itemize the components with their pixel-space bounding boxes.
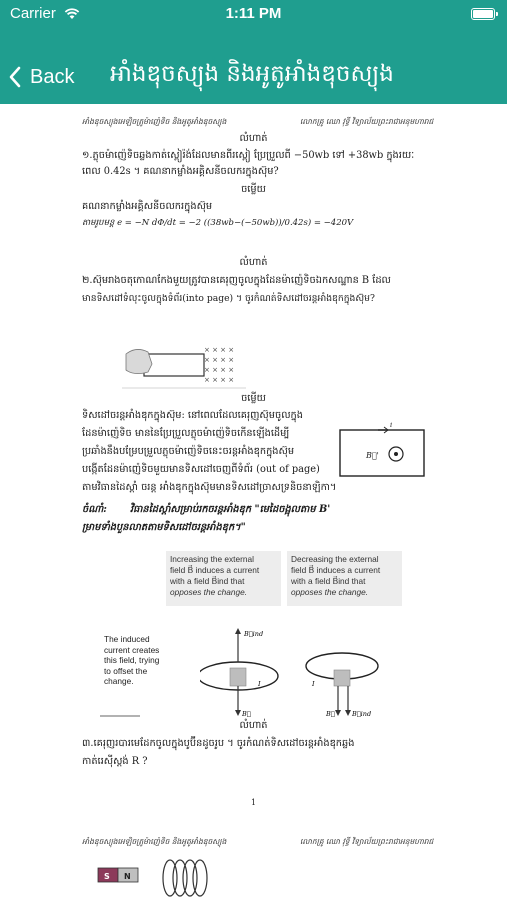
caption-divider [100, 714, 140, 718]
decreasing-line1: Decreasing the external [291, 554, 379, 564]
circuit-current-label: i [390, 422, 393, 429]
exercise-1-answer-heading: ចម្លើយ [241, 184, 266, 195]
back-button[interactable] [8, 62, 74, 92]
exercise-2-answer-line3: ប្រឆាំងនឹងបម្រែបម្រួលភ្លុចម៉ាញ៉េទិចនេះចរន្តអាំងឌុកក្នុងស៊ុម [82, 446, 295, 457]
svg-text:× × × ×: × × × × [204, 346, 235, 354]
magnet-s-label: S [104, 872, 110, 881]
document-viewer[interactable] [0, 104, 507, 900]
increasing-line1: Increasing the external [170, 554, 254, 564]
exercise-1-heading: លំហាត់ [239, 133, 268, 144]
exercise-3-question-line1: ៣.គេរុញរបារមេដែកចូលក្នុងបូប៊ីនដូចរូប ។ ចូរកំណត់ទិសដៅចរន្តអាំងឌុកឆ្លង [82, 738, 355, 749]
magnet-n-label: N [124, 872, 131, 881]
left-bind-label: B⃗ind [244, 630, 264, 638]
circuit-field-label: B⃗' [366, 451, 379, 460]
loop-out-of-page-field-figure [338, 422, 426, 478]
note-line2: ម្រាមទាំងបួនលាតតាមទិសដៅចរន្តអាំងឌុក។" [82, 522, 246, 533]
exercise-2-question-line1: ២.ស៊ុមរាងចតុកោណកែងមួយត្រូវបានគេរុញចូលក្នុងដែនម៉ាញ៉េទិចឯកសណ្ឋាន B ដែល [82, 275, 391, 286]
exercise-2-answer-line5: តាមវិធានដៃស្តាំ ចរន្ត អាំងឌុកក្នុងស៊ុមមានទិសដៅច្រាសទ្រនិចនាឡិកា។ [82, 482, 337, 493]
decreasing-line3: with a field B⃗ind that [291, 576, 366, 586]
status-bar [0, 0, 507, 28]
page-header-left: អាំងឌុចស្យុងអេឡិចត្រូម៉ាញ៉េទិច និងអូតូអាំងឌុចស្យុង [82, 117, 227, 126]
back-label: Back [30, 65, 75, 88]
induced-line4: to offset the [104, 665, 148, 676]
exercise-2-heading: លំហាត់ [239, 257, 268, 268]
right-i-label: I [312, 680, 315, 688]
exercise-3-question-line2: កាត់រេស៊ីស្តង់ R ? [82, 756, 148, 767]
increasing-line2: field B⃗ induces a current [170, 565, 260, 575]
exercise-2-answer-line4: បង្កើតដែនម៉ាញ៉េទិចមួយមានទិសដៅចេញពីទំព័រ (out of page) [82, 464, 320, 475]
exercise-2-question-line2: មានទិសដៅទំលុះចូលក្នុងទំព័រ(into page) ។ ចូរកំណត់ទិសដៅចរន្តអាំងឌុកក្នុងស៊ុម? [82, 293, 375, 304]
induced-current-caption [104, 634, 159, 687]
exercise-1-answer-line1: គណនាកម្លាំងអគ្គិសនីចលករក្នុងស៊ុម [82, 201, 213, 212]
page2-header-left: អាំងឌុចស្យុងអេឡិចត្រូម៉ាញ៉េទិច និងអូតូអាំងឌុចស្យុង [82, 837, 227, 846]
status-time: 1:11 PM [225, 5, 282, 22]
induced-line3: this field, trying [104, 655, 160, 665]
note-line1: វិធានដៃស្តាំសម្រាប់រកចរន្តអាំងឌុក "មេដៃចង្អុលតាម B' [130, 504, 331, 515]
battery-icon [471, 8, 495, 20]
page2-header-right: លោកគ្រូ ឈោ វុទ្ធី វិទ្យាល័យព្រះរាជាអនុមហារាជ [300, 837, 434, 846]
hand-pushing-loop-figure [122, 342, 246, 390]
exercise-2-answer-heading: ចម្លើយ [241, 393, 266, 404]
decreasing-line2: field B⃗ induces a current [291, 565, 381, 575]
increasing-line4: opposes the change. [170, 587, 248, 597]
svg-text:× × × ×: × × × × [204, 376, 235, 384]
exercise-1-formula: តាមរូបមន្ត e = −N dΦ/dt = −2 ((38wb−(−50wb))/0.42s) = −420V [82, 218, 354, 228]
exercise-1-question-line1: ១.ភ្លុចម៉ាញ៉េទិចឆ្លងកាត់ស្ពៀរ៉ង់ដែលមានពីរស្ពៀ ប្រែប្រួលពី −50wb ទៅ +38wb ក្នុងរយៈ [82, 150, 415, 161]
left-i-label: I [258, 680, 261, 688]
page-header-right: លោកគ្រូ ឈោ វុទ្ធី វិទ្យាល័យព្រះរាជាអនុមហារាជ [300, 117, 434, 126]
decreasing-line4: opposes the change. [291, 587, 369, 597]
nav-title: អាំងឌុចស្យុង និងអូតូអាំងឌុចស្យុង [110, 61, 394, 87]
magnet-and-coil-figure [96, 854, 216, 900]
exercise-1-question-line2: ពេល 0.42s ។ គណនាកម្លាំងអគ្គិសនីចលករក្នុងស៊ុម? [82, 166, 279, 177]
right-bind-label: B⃗ind [352, 710, 372, 718]
induced-line2: current creates [104, 644, 160, 655]
note-label: ចំណាំ: [82, 504, 107, 515]
decreasing-field-box [287, 551, 402, 606]
page-number: 1 [250, 798, 257, 807]
induced-line1: The induced [104, 634, 150, 644]
chevron-left-icon [8, 66, 22, 88]
svg-text:× × × ×: × × × × [204, 356, 235, 364]
right-b-label: B⃗ [326, 710, 335, 718]
carrier-label: Carrier [10, 5, 56, 22]
left-b-label: B⃗ [242, 710, 251, 718]
increasing-line3: with a field B⃗ind that [170, 576, 245, 586]
svg-text:× × × ×: × × × × [204, 366, 235, 374]
exercise-3-heading: លំហាត់ [239, 720, 268, 731]
induced-current-rings-figure [200, 624, 390, 724]
induced-line5: change. [104, 676, 134, 686]
navigation-bar [0, 0, 507, 104]
increasing-field-box [166, 551, 281, 606]
exercise-2-answer-line1: ទិសដៅចរន្តអាំងឌុកក្នុងស៊ុម: នៅពេលដែលគេរុញស៊ុមចូលក្នុង [82, 410, 303, 421]
exercise-2-answer-line2: ដែនម៉ាញ៉េទិច មាននៃប្រែប្រួលភ្លុចម៉ាញ៉េទិចកើនឡើងដើម្បី [82, 428, 290, 439]
